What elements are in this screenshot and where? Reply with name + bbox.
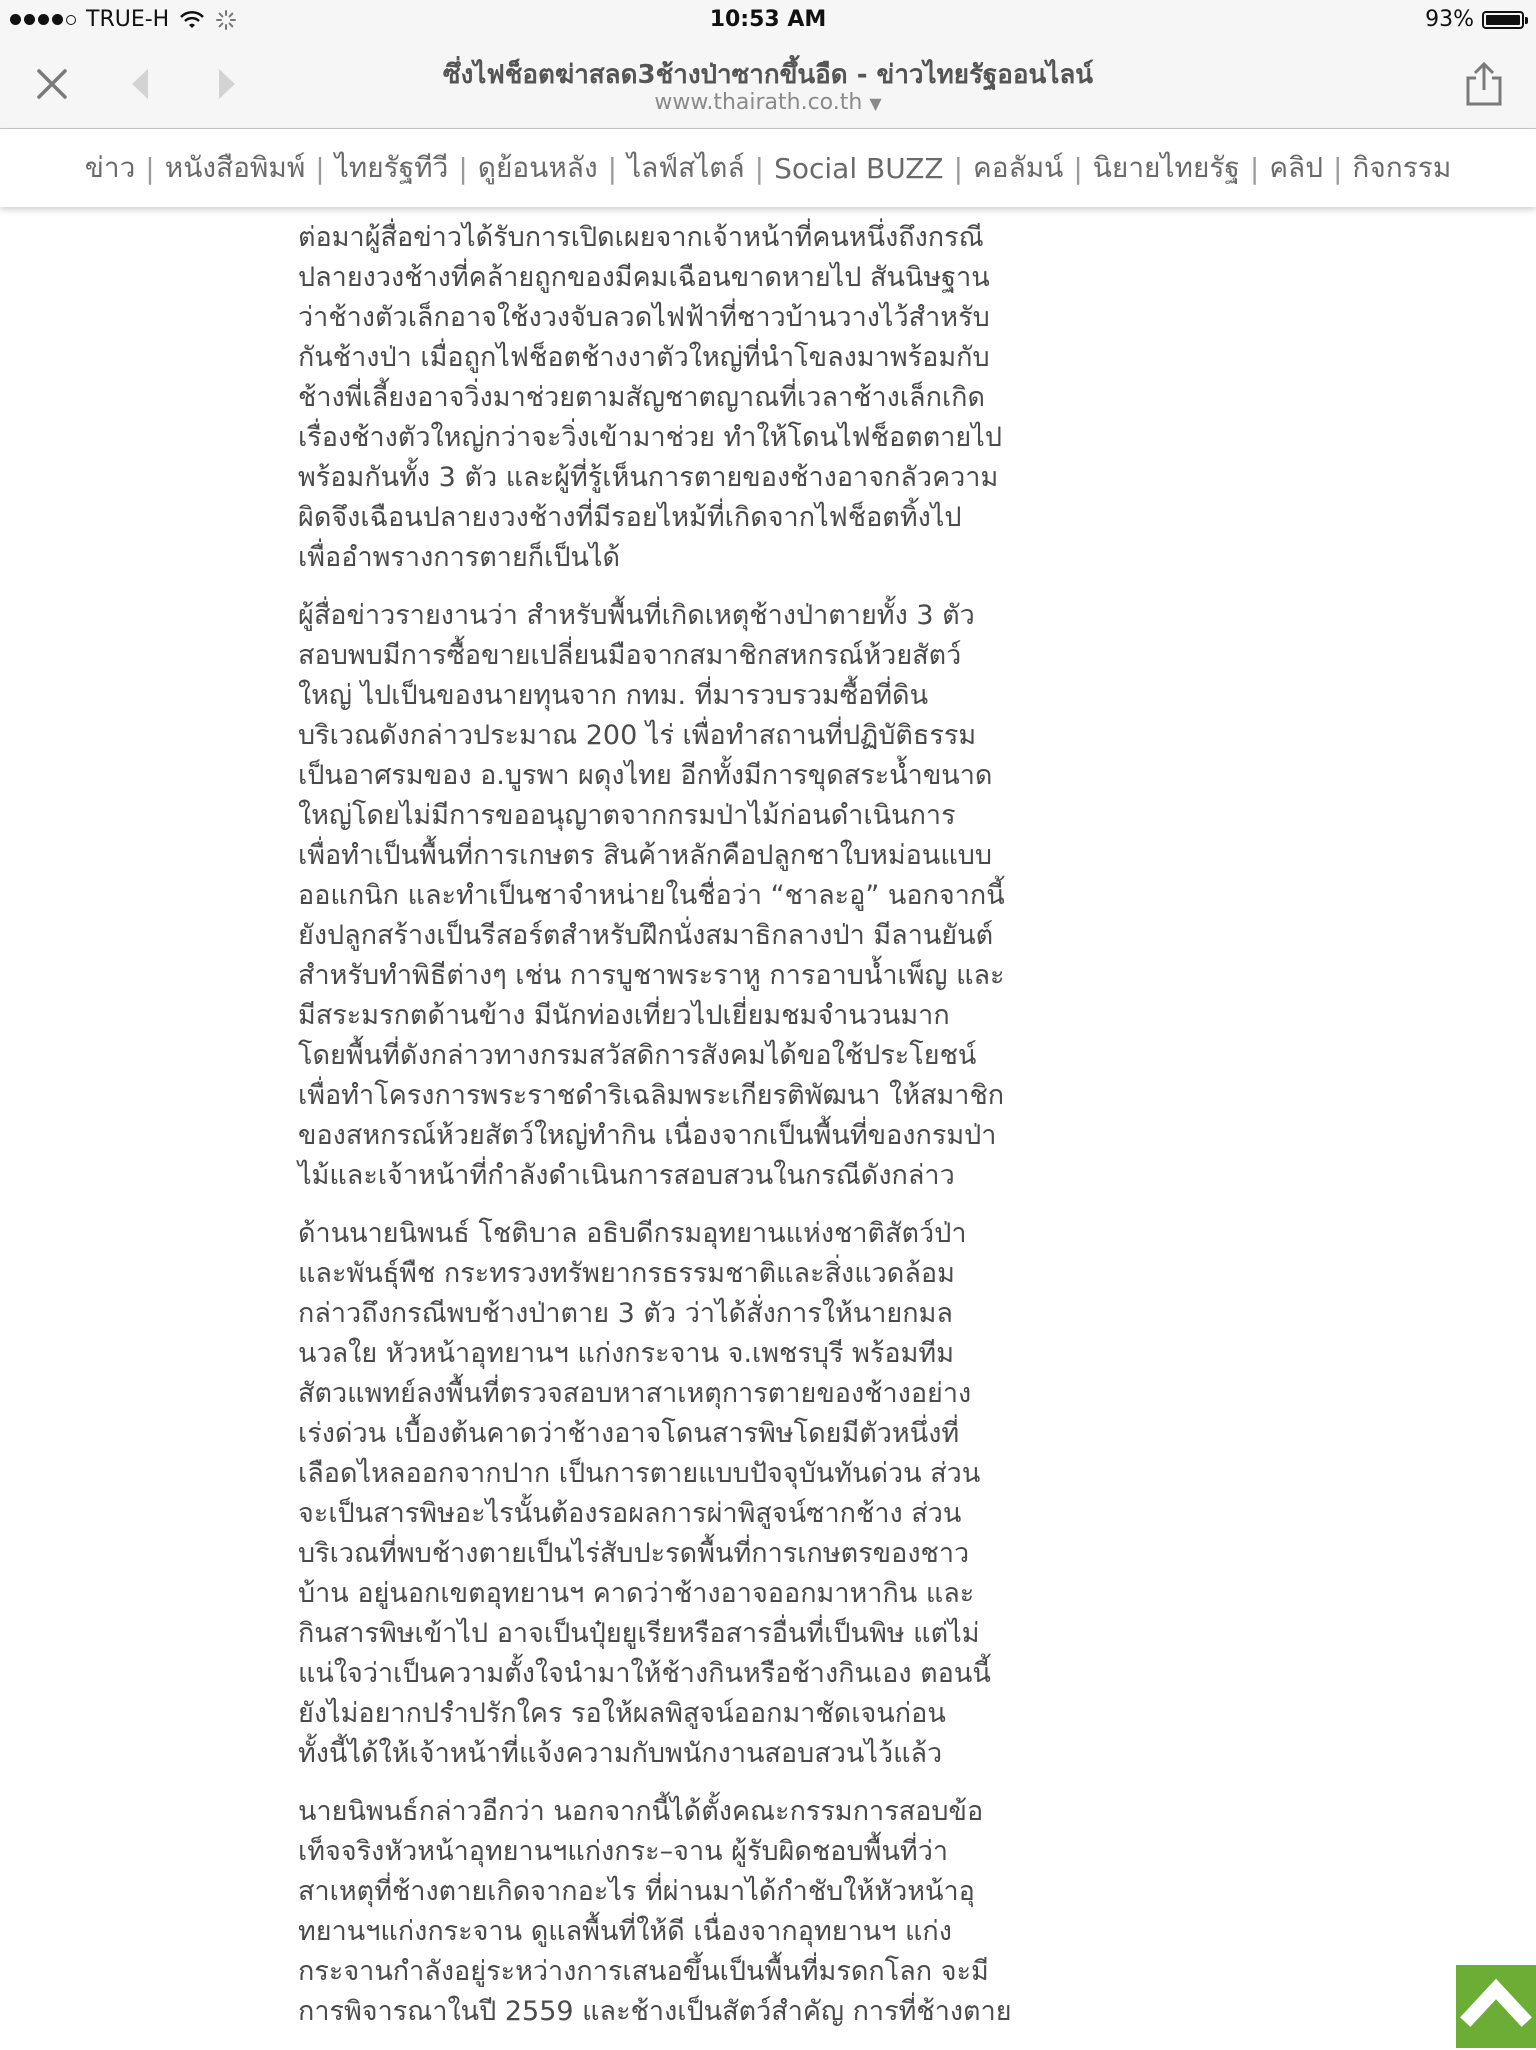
menu-item[interactable]: คอลัมน์ (973, 151, 1064, 184)
menu-item[interactable]: ไลฟ์สไตล์ (627, 151, 745, 184)
menu-separator: | (1332, 151, 1343, 185)
url-text: www.thairath.co.th (654, 90, 863, 115)
text-line: เพื่ออำพรางการตายก็เป็นได้ (298, 542, 621, 573)
text-line: ยังไม่อยากปรำปรักใคร รอให้ผลพิสูจน์ออกมาชัดเจนก่อน (298, 1698, 946, 1729)
text-line: สำหรับทำพิธีต่างๆ เช่น การบูชาพระราหู การอาบน้ำเพ็ญ และ (298, 960, 1005, 991)
text-line: มีสระมรกตด้านข้าง มีนักท่องเที่ยวไปเยี่ยมชมจำนวนมาก (298, 1000, 950, 1031)
browser-toolbar (0, 40, 1536, 129)
carrier-name: TRUE-H (86, 7, 170, 32)
forward-arrow-icon (215, 67, 239, 101)
text-line: ใหญ่ ไปเป็นของนายทุนจาก กทม. ที่มารวบรวมซื้อที่ดิน (298, 680, 929, 711)
text-line: และพันธุ์พืช กระทรวงทรัพยากรธรรมชาติและสิ่งแวดล้อม (298, 1258, 955, 1289)
forward-button[interactable] (197, 60, 257, 108)
menu-separator: | (607, 151, 618, 185)
text-line: เรื่องช้างตัวใหญ่กว่าจะวิ่งเข้ามาช่วย ทำให้โดนไฟช็อตตายไป (298, 422, 1002, 453)
text-line: ใหญ่โดยไม่มีการขออนุญาตจากกรมป่าไม้ก่อนดำเนินการ (298, 800, 956, 831)
close-icon (35, 67, 69, 101)
text-line: เร่งด่วน เบื้องต้นคาดว่าช้างอาจโดนสารพิษโดยมีตัวหนึ่งที่ (298, 1418, 960, 1449)
status-bar (0, 0, 1536, 40)
share-icon (1464, 62, 1504, 106)
text-line: นวลใย หัวหน้าอุทยานฯ แก่งกระจาน จ.เพชรบุรี พร้อมทีม (298, 1338, 955, 1369)
article-paragraph (298, 596, 1005, 1196)
text-line: เป็นอาศรมของ อ.บูรพา ผดุงไทย อีกทั้งมีการขุดสระน้ำขนาด (298, 760, 993, 791)
text-line: เท็จจริงหัวหน้าอุทยานฯแก่งกระ–จาน ผู้รับผิดชอบพื้นที่ว่า (298, 1836, 949, 1867)
back-arrow-icon (128, 67, 152, 101)
menu-item[interactable]: คลิป (1269, 151, 1323, 184)
text-line: บริเวณดังกล่าวประมาณ 200 ไร่ เพื่อทำสถานที่ปฏิบัติธรรม (298, 720, 977, 751)
menu-separator: | (1249, 151, 1260, 185)
text-line: นายนิพนธ์กล่าวอีกว่า นอกจากนี้ได้ตั้งคณะกรรมการสอบข้อ (298, 1796, 984, 1827)
menu-item[interactable]: หนังสือพิมพ์ (164, 151, 306, 184)
page-title: ซึ่งไฟช็อตฆ่าสลด3ช้างป่าซากขึ้นอืด - ข่าวไทยรัฐออนไลน์ (442, 60, 1094, 90)
site-menu (0, 129, 1536, 207)
text-line: จะเป็นสารพิษอะไรนั้นต้องรอผลการผ่าพิสูจน์ซากช้าง ส่วน (298, 1498, 962, 1529)
clock: 10:53 AM (709, 7, 827, 32)
chevron-up-icon (1456, 1965, 1536, 2035)
share-button[interactable] (1454, 60, 1514, 108)
menu-separator: | (1073, 151, 1083, 185)
text-line: ทยานฯแก่งกระจาน ดูแลพื้นที่ให้ดี เนื่องจากอุทยานฯ แก่ง (298, 1916, 952, 1947)
text-line: สอบพบมีการซื้อขายเปลี่ยนมือจากสมาชิกสหกรณ์ห้วยสัตว์ (298, 640, 962, 671)
text-line: กินสารพิษเข้าไป อาจเป็นปุ๋ยยูเรียหรือสารอื่นที่เป็นพิษ แต่ไม่ (298, 1618, 980, 1649)
text-line: การพิจารณาในปี 2559 และช้างเป็นสัตว์สำคัญ การที่ช้างตาย (298, 1996, 1012, 2027)
menu-item[interactable]: กิจกรรม (1352, 151, 1452, 184)
text-line: ออแกนิก และทำเป็นชาจำหน่ายในชื่อว่า “ชาละอู” นอกจากนี้ (298, 880, 1005, 911)
text-line: ว่าช้างตัวเล็กอาจใช้งวงจับลวดไฟฟ้าที่ชาวบ้านวางไว้สำหรับ (298, 302, 990, 333)
menu-separator: | (145, 151, 155, 185)
text-line: กระจานกำลังอยู่ระหว่างการเสนอขึ้นเป็นพื้นที่มรดกโลก จะมี (298, 1956, 989, 1987)
text-line: ต่อมาผู้สื่อข่าวได้รับการเปิดเผยจากเจ้าหน้าที่คนหนึ่งถึงกรณี (298, 222, 984, 253)
menu-separator: | (315, 151, 325, 185)
text-line: ปลายงวงช้างที่คล้ายถูกของมีคมเฉือนขาดหายไป สันนิษฐาน (298, 262, 990, 293)
text-line: เลือดไหลออกจากปาก เป็นการตายแบบปัจจุบันทันด่วน ส่วน (298, 1458, 981, 1489)
article-paragraph (298, 1214, 998, 1774)
text-line: โดยพื้นที่ดังกล่าวทางกรมสวัสดิการสังคมได้ขอใช้ประโยชน์ (298, 1040, 977, 1071)
text-line: ผิดจึงเฉือนปลายงวงช้างที่มีรอยไหม้ที่เกิดจากไฟช็อตทิ้งไป (298, 502, 962, 533)
text-line: ด้านนายนิพนธ์ โชติบาล อธิบดีกรมอุทยานแห่งชาติสัตว์ป่า (298, 1218, 967, 1249)
battery-icon (1482, 11, 1524, 29)
text-line: ทั้งนี้ได้ให้เจ้าหน้าที่แจ้งความกับพนักงานสอบสวนไว้แล้ว (298, 1738, 943, 1769)
text-line: บ้าน อยู่นอกเขตอุทยานฯ คาดว่าช้างอาจออกมาหากิน และ (298, 1578, 975, 1609)
text-line: สัตวแพทย์ลงพื้นที่ตรวจสอบหาสาเหตุการตายของช้างอย่าง (298, 1378, 972, 1409)
text-line: เพื่อทำโครงการพระราชดำริเฉลิมพระเกียรติพัฒนา ให้สมาชิก (298, 1080, 1005, 1111)
menu-separator: | (953, 151, 964, 185)
text-line: กันช้างป่า เมื่อถูกไฟช็อตช้างงาตัวใหญ่ที่นำโขลงมาพร้อมกับ (298, 342, 990, 373)
text-line: เพื่อทำเป็นพื้นที่การเกษตร สินค้าหลักคือปลูกชาใบหม่อนแบบ (298, 840, 992, 871)
article-paragraph (298, 218, 1002, 578)
article-body (298, 218, 1012, 2050)
text-line: พร้อมกันทั้ง 3 ตัว และผู้ที่รู้เห็นการตายของช้างอาจกลัวความ (298, 462, 999, 493)
text-line: ไม้และเจ้าหน้าที่กำลังดำเนินการสอบสวนในกรณีดังกล่าว (298, 1160, 955, 1191)
close-button[interactable] (22, 60, 82, 108)
article-paragraph (298, 1792, 1012, 2032)
menu-separator: | (754, 151, 765, 185)
text-line: ของสหกรณ์ห้วยสัตว์ใหญ่ทำกิน เนื่องจากเป็นพื้นที่ของกรมป่า (298, 1120, 997, 1151)
menu-separator: | (458, 151, 468, 185)
menu-item[interactable]: ดูย้อนหลัง (477, 151, 598, 184)
back-button[interactable] (110, 60, 170, 108)
text-line: สาเหตุที่ช้างตายเกิดจากอะไร ที่ผ่านมาได้กำชับให้หัวหน้าอุ (298, 1876, 975, 1907)
battery-percent: 93% (1425, 7, 1474, 32)
menu-item[interactable]: Social BUZZ (774, 151, 944, 185)
menu-item[interactable]: ไทยรัฐทีวี (334, 151, 449, 184)
menu-item[interactable]: นิยายไทยรัฐ (1092, 151, 1240, 184)
chevron-down-icon: ▼ (869, 94, 882, 113)
url-field[interactable] (300, 90, 1236, 115)
text-line: กล่าวถึงกรณีพบช้างป่าตาย 3 ตัว ว่าได้สั่งการให้นายกมล (298, 1298, 953, 1329)
menu-item[interactable]: ข่าว (84, 151, 136, 184)
status-right (1425, 7, 1524, 32)
text-line: ผู้สื่อข่าวรายงานว่า สำหรับพื้นที่เกิดเหตุช้างป่าตายทั้ง 3 ตัว (298, 600, 975, 631)
scroll-top-button[interactable] (1456, 1965, 1536, 2048)
text-line: ยังปลูกสร้างเป็นรีสอร์ตสำหรับฝึกนั่งสมาธิกลางป่า มีลานยันต์ (298, 920, 994, 951)
text-line: แน่ใจว่าเป็นความตั้งใจนำมาให้ช้างกินหรือช้างกินเอง ตอนนี้ (298, 1658, 991, 1689)
text-line: บริเวณที่พบช้างตายเป็นไร่สับปะรดพื้นที่การเกษตรของชาว (298, 1538, 970, 1569)
text-line: ช้างพี่เลี้ยงอาจวิ่งมาช่วยตามสัญชาตญาณที่เวลาช้างเล็กเกิด (298, 382, 986, 413)
